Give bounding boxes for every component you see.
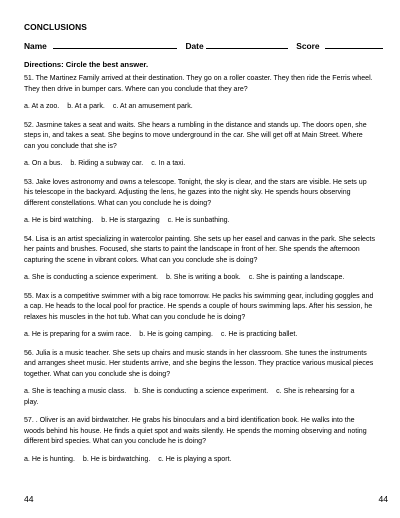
question-text: 56. Julia is a music teacher. She sets up chairs and music stands in her classroom. She tunes the instruments and arranges sheet music. Her students arrive, and she begins the lesson. They practice various musical pieces together. What can you conclude she is doing? [24,349,374,378]
answer-options [24,330,376,341]
question-list [24,74,376,473]
answer-option-c[interactable]: c. He is sunbathing. [167,217,230,224]
answer-option-c[interactable]: c. She is rehearsing for a play. [24,388,355,406]
answer-option-c[interactable]: c. She is painting a landscape. [248,274,345,281]
page-number-left: 44 [24,494,34,504]
answer-options [24,102,376,113]
worksheet-title: CONCLUSIONS [24,22,87,32]
directions: Directions: Circle the best answer. [24,60,149,69]
answer-option-c[interactable]: c. In a taxi. [151,160,186,167]
answer-option-a[interactable]: a. He is hunting. [24,455,75,463]
answer-options [24,159,376,170]
answer-option-b[interactable]: b. He is stargazing [101,217,160,224]
score-label: Score [296,41,320,51]
answer-option-b[interactable]: b. He is going camping. [139,331,213,338]
answer-option-b[interactable]: b. Riding a subway car. [70,160,144,167]
page-number-right: 44 [378,494,388,504]
answer-option-b[interactable]: b. She is writing a book. [165,274,241,281]
answer-option-c[interactable]: c. He is playing a sport. [158,455,232,463]
student-info-line [24,40,388,51]
answer-options [24,273,376,284]
answer-option-a[interactable]: a. He is preparing for a swim race. [24,331,132,338]
question-item [24,416,376,465]
question-text: 53. Jake loves astronomy and owns a telescope. Tonight, the sky is clear, and the stars are visible. He sets up his telescope in the backyard. Adjusting the lens, he gazes into the night sky. He spends hours observing different constellations. What can you conclude he is doing? [24,178,367,207]
question-item [24,292,376,341]
answer-options [24,455,376,466]
question-text: 55. Max is a competitive swimmer with a big race tomorrow. He packs his swimming gear, including goggles and a cap. He heads to the local pool for practice. He spends a couple of hours swimming laps. After his session, he relaxes his muscles in the hot tub. What can you conclude he is doing? [24,292,374,321]
question-item [24,349,376,409]
answer-option-b[interactable]: b. He is birdwatching. [82,455,151,463]
answer-options [24,216,376,227]
question-item [24,74,376,113]
answer-option-a[interactable]: a. She is teaching a music class. [24,388,127,395]
question-text: 51. The Martinez Family arrived at their destination. They go on a roller coaster. They then ride the Ferris wheel. They then drive in bumper cars. Where can you conclude that they are? [24,75,373,93]
name-field[interactable] [53,40,177,49]
answer-option-a[interactable]: a. On a bus. [24,160,63,167]
answer-option-a[interactable]: a. At a zoo. [24,103,60,110]
answer-option-b[interactable]: b. At a park. [67,103,105,110]
question-text: 54. Lisa is an artist specializing in watercolor painting. She sets up her easel and canvas in the park. She selects her paints and brushes. Focused, she starts to paint the landscape in front of her. She spends the afternoon capturing the scene in vibrant colors. What can you conclude she is doing? [24,235,375,264]
answer-option-a[interactable]: a. He is bird watching. [24,217,94,224]
date-field[interactable] [206,40,288,49]
answer-option-c[interactable]: c. He is practicing ballet. [220,331,298,338]
question-item [24,121,376,170]
date-label: Date [185,41,204,51]
answer-option-a[interactable]: a. She is conducting a science experiment. [24,274,158,281]
answer-options [24,387,376,408]
score-field[interactable] [325,40,383,49]
question-text: 57. . Oliver is an avid birdwatcher. He grabs his binoculars and a bird identification book. He walks into the woods behind his house. He finds a quiet spot and waits silently. He spends the morning observing and noting different bird species. What can you conclude he is doing? [24,417,367,445]
question-text: 52. Jasmine takes a seat and waits. She hears a rumbling in the distance and stands up. The doors open, she steps in, and takes a seat. She begins to move underground in the car. She will get off at Main Street. Where can you conclude that she is? [24,121,367,150]
answer-option-c[interactable]: c. At an amusement park. [112,103,193,110]
name-label: Name [24,41,47,51]
answer-option-b[interactable]: b. She is conducting a science experiment. [134,388,269,395]
question-item [24,178,376,227]
question-item [24,235,376,284]
